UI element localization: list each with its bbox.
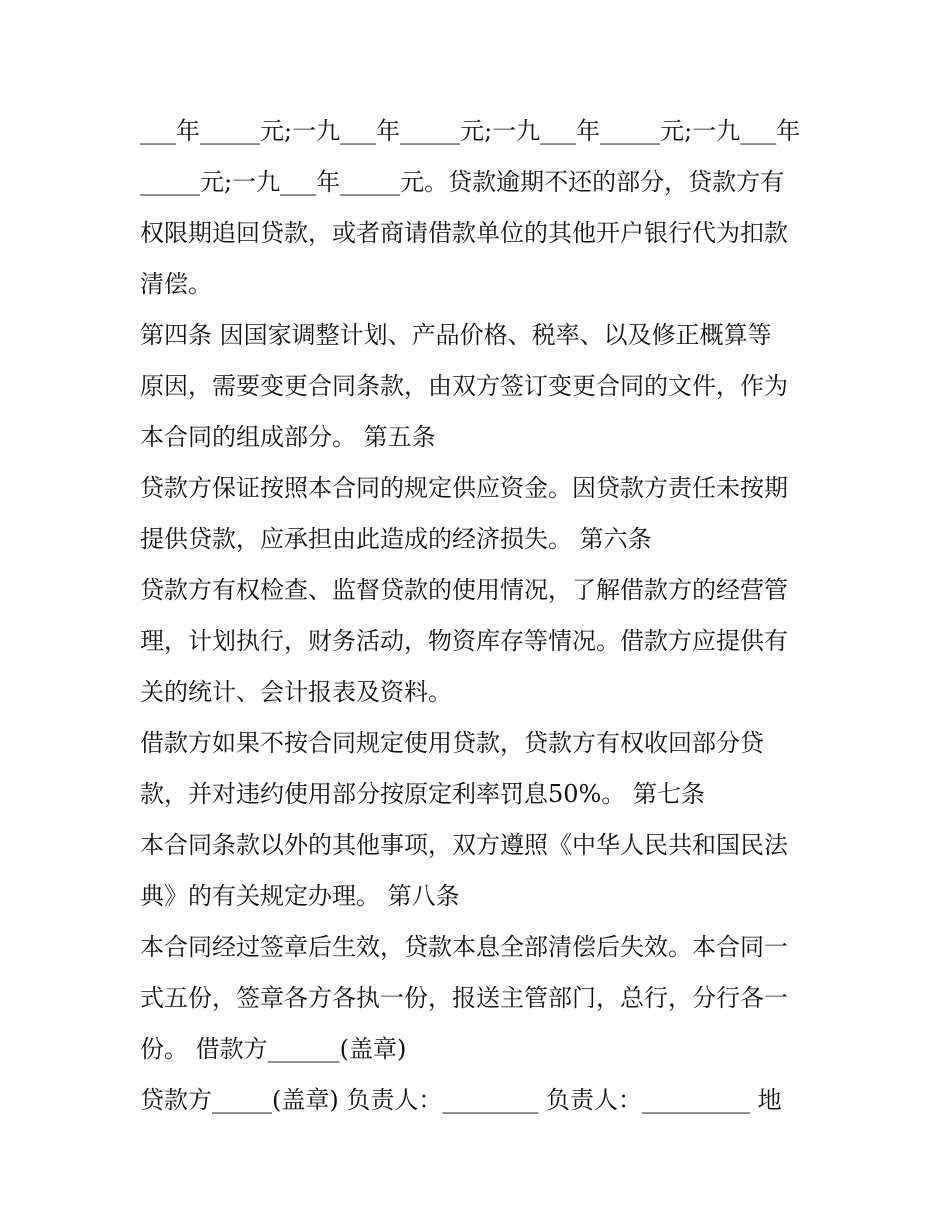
article-6-line: 贷款方有权检查、监督贷款的使用情况，了解借款方的经营管 <box>140 576 788 604</box>
text-line: 借款方如果不按合同规定使用贷款，贷款方有权收回部分贷 <box>140 729 764 757</box>
text-line: 款，并对违约使用部分按原定利率罚息50%。 第七条 <box>140 780 705 808</box>
document-body <box>140 106 820 1126</box>
text-line: 典》的有关规定办理。 第八条 <box>140 882 460 910</box>
text-line: 式五份，签章各方各执一份，报送主管部门，总行，分行各一 <box>140 984 788 1012</box>
borrower-signature-line: 份。 借款方______(盖章) <box>140 1035 407 1063</box>
article-8-line: 本合同经过签章后生效，贷款本息全部清偿后失效。本合同一 <box>140 933 788 961</box>
text-line: _____元;一九___年_____元。贷款逾期不还的部分，贷款方有 <box>140 168 785 196</box>
text-line: 权限期追回贷款，或者商请借款单位的其他开户银行代为扣款 <box>140 219 788 247</box>
lender-signature-line: 贷款方_____(盖章) 负责人：________ 负责人：_________ 地 <box>140 1086 782 1114</box>
text-line: 清偿。 <box>140 270 212 298</box>
article-7-line: 本合同条款以外的其他事项，双方遵照《中华人民共和国民法 <box>140 831 788 859</box>
text-line: 提供贷款，应承担由此造成的经济损失。 第六条 <box>140 525 652 553</box>
text-line: ___年_____元;一九___年_____元;一九___年_____元;一九___年 <box>140 117 801 145</box>
text-line: 本合同的组成部分。 第五条 <box>140 423 436 451</box>
article-4-line: 第四条 因国家调整计划、产品价格、税率、以及修正概算等 <box>140 321 772 349</box>
text-line: 理，计划执行，财务活动，物资库存等情况。借款方应提供有 <box>140 627 788 655</box>
text-line: 原因，需要变更合同条款，由双方签订变更合同的文件，作为 <box>140 372 788 400</box>
text-line: 关的统计、会计报表及资料。 <box>140 678 452 706</box>
article-5-line: 贷款方保证按照本合同的规定供应资金。因贷款方责任未按期 <box>140 474 788 502</box>
